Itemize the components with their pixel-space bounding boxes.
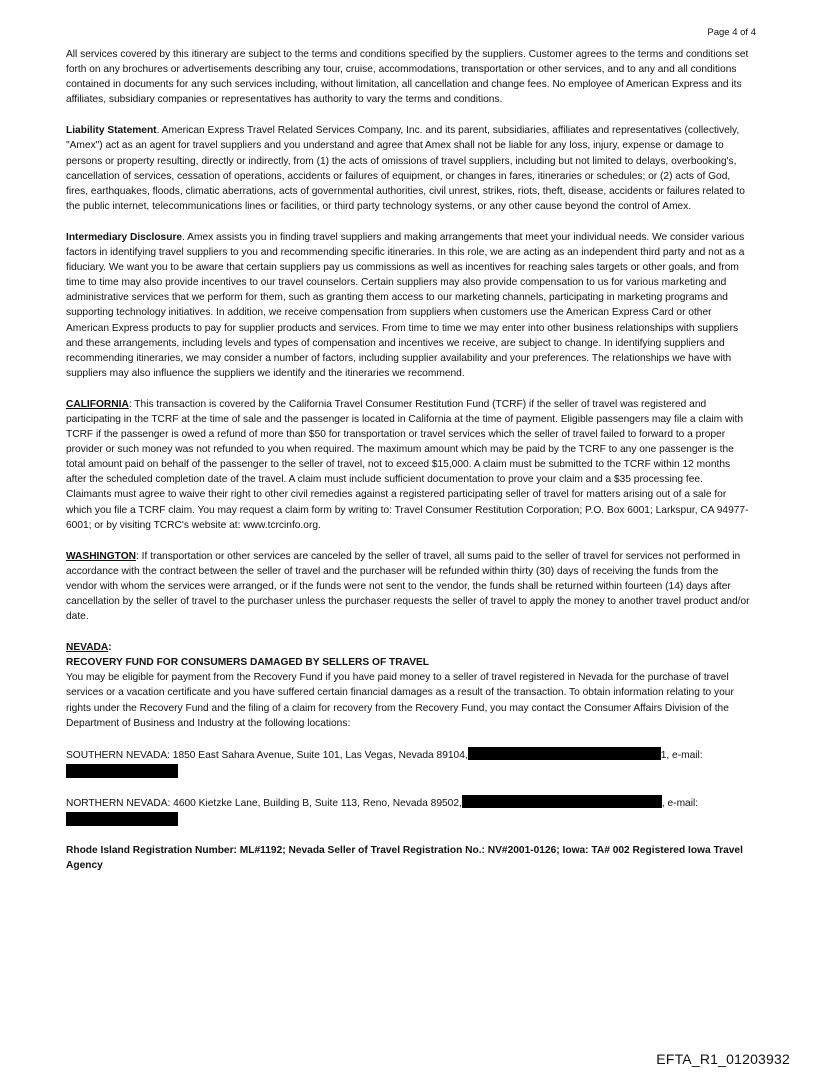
intermediary-text: . Amex assists you in finding travel suppliers and making arrangements that meet your individual needs. We consider various factors in identifying travel suppliers to you and recommending specific itineraries. In this role, we are acting as an independent third party and not as a fiduciary. We want you to be aware that certain suppliers pay us commissions as well as incentives for reaching sales targets or other goals, and from time to time may also provide incentives to our travel counselors. Certain suppliers may also provide compensation to us for various marketing and administrative services that we perform for them, such as granting them access to our marketing channels, participating in marketing programs and supporting technology initiatives. In addition, we receive compensation from suppliers when customers use the American Express Card or other American Express products to pay for supplier products and services. From time to time we may enter into other business relationships with suppliers and these arrangements, including levels and types of compensation and incentives we receive, are subject to change. In identifying suppliers and recommending itineraries, we may consider a number of factors, including supplier availability and your preferences. The relationships we have with suppliers may also influence the suppliers we identify and the itineraries we recommend.: [66, 231, 745, 379]
northern-nevada-email-label: , e-mail:: [661, 797, 699, 809]
northern-nevada-contact: [66, 795, 750, 827]
redaction-box: [66, 812, 178, 826]
document-body: [66, 47, 750, 873]
washington-heading: WASHINGTON: [66, 550, 136, 562]
liability-heading: Liability Statement: [66, 125, 157, 137]
southern-nevada-contact: [66, 747, 750, 779]
registration-statement: Rhode Island Registration Number: ML#1192; Nevada Seller of Travel Registration No.: NV#2001-0126; Iowa: TA# 002 Registered Iowa Travel Agency: [66, 844, 743, 871]
nevada-paragraph: You may be eligible for payment from the Recovery Fund if you have paid money to a seller of travel registered in Nevada for the purchase of travel services or a vacation certificate and you have suffered certain financial damages as a result of the transaction. To obtain information relating to your rights under the Recovery Fund and the filing of a claim for recovery from the Recovery Fund, you may contact the Consumer Affairs Division of the Department of Business and Industry at the following locations:: [66, 672, 734, 729]
nevada-section: [66, 640, 750, 827]
liability-text: . American Express Travel Related Services Company, Inc. and its parent, subsidiaries, affiliates and representatives (collectively, "Amex") act as an agent for travel suppliers and you understand and agree that Amex shall not be liable for any loss, injury, expense or damage to persons or property resulting, directly or indirectly, from (1) the acts of omissions of travel suppliers, including but not limited to delays, overbooking's, cancellation of services, cessation of operations, accidents or failures of equipment, or changes in fares, itineraries or schedules; or (2) acts of God, fires, earthquakes, floods, climatic aberrations, acts of governmental authorities, civil unrest, strikes, riots, theft, disease, accidents or failures related to the public internet, telecommunications lines or facilities, or third party technology systems, or any other cause beyond the control of Amex.: [66, 125, 745, 212]
southern-nevada-address: SOUTHERN NEVADA: 1850 East Sahara Avenue, Suite 101, Las Vegas, Nevada 89104,: [66, 749, 468, 761]
washington-text: : If transportation or other services are canceled by the seller of travel, all sums paid to the seller of travel for services not performed in accordance with the contract between the seller of travel and the purchaser will be refunded within thirty (30) days of receiving the funds from the vendor with whom the services were arranged, or if the funds were not sent to the vendor, the funds shall be returned within fourteen (14) days after cancellation by the seller of travel to the purchaser unless the purchaser requests the seller of travel to apply the money to another travel product and/or date.: [66, 550, 750, 623]
terms-paragraph: All services covered by this itinerary are subject to the terms and conditions specified by the suppliers. Customer agrees to the terms and conditions set forth on any brochures or advertisements describing any tour, cruise, accommodations, transportation or other services, and to any and all conditions contained in documents for any such services including, without limitation, all cancellation and change fees. No employee of American Express and its affiliates, subsidiary companies or representatives has authority to vary the terms and conditions.: [66, 49, 749, 106]
page-number: Page 4 of 4: [707, 27, 756, 38]
nevada-heading-colon: :: [108, 642, 112, 654]
intermediary-heading: Intermediary Disclosure: [66, 231, 183, 243]
california-text: : This transaction is covered by the California Travel Consumer Restitution Fund (TCRF) if the seller of travel was registered and participating in the TCRF at the time of sale and the passenger is located in California at the time of payment. Eligible passengers may file a claim with TCRF if the passenger is owed a refund of more than $50 for transportation or travel services which the seller of travel failed to forward to a proper provider or such money was not refunded to you when required. The maximum amount which may be paid by the TCRF to any one passenger is the total amount paid on behalf of the passenger to the seller of travel, not to exceed $15,000. A claim must be submitted to the TCRF within 12 months after the scheduled completion date of the travel. A claim must include sufficient documentation to prove your claim and a $35 processing fee. Claimants must agree to waive their right to other civil remedies against a registered participating seller of travel for matters arising out of a sale for which you file a TCRF claim. You may request a claim form by writing to: Travel Consumer Restitution Corporation; P.O. Box 6001; Larkspur, CA 94977-6001; or by visiting TCRC's website at: www.tcrcinfo.org.: [66, 398, 749, 531]
southern-nevada-email-label: 1, e-mail:: [660, 749, 703, 761]
california-paragraph: [66, 397, 750, 533]
liability-paragraph: [66, 123, 750, 214]
redaction-box: [66, 764, 178, 778]
nevada-heading: NEVADA: [66, 642, 109, 654]
redaction-box: [462, 795, 662, 808]
california-heading: CALIFORNIA: [66, 398, 129, 410]
northern-nevada-address: NORTHERN NEVADA: 4600 Kietzke Lane, Building B, Suite 113, Reno, Nevada 89502,: [66, 797, 462, 809]
nevada-subheading: RECOVERY FUND FOR CONSUMERS DAMAGED BY SELLERS OF TRAVEL: [66, 657, 430, 669]
redaction-box: [468, 747, 661, 760]
washington-paragraph: [66, 549, 750, 624]
intermediary-paragraph: [66, 230, 750, 381]
document-id: EFTA_R1_01203932: [656, 1051, 790, 1067]
